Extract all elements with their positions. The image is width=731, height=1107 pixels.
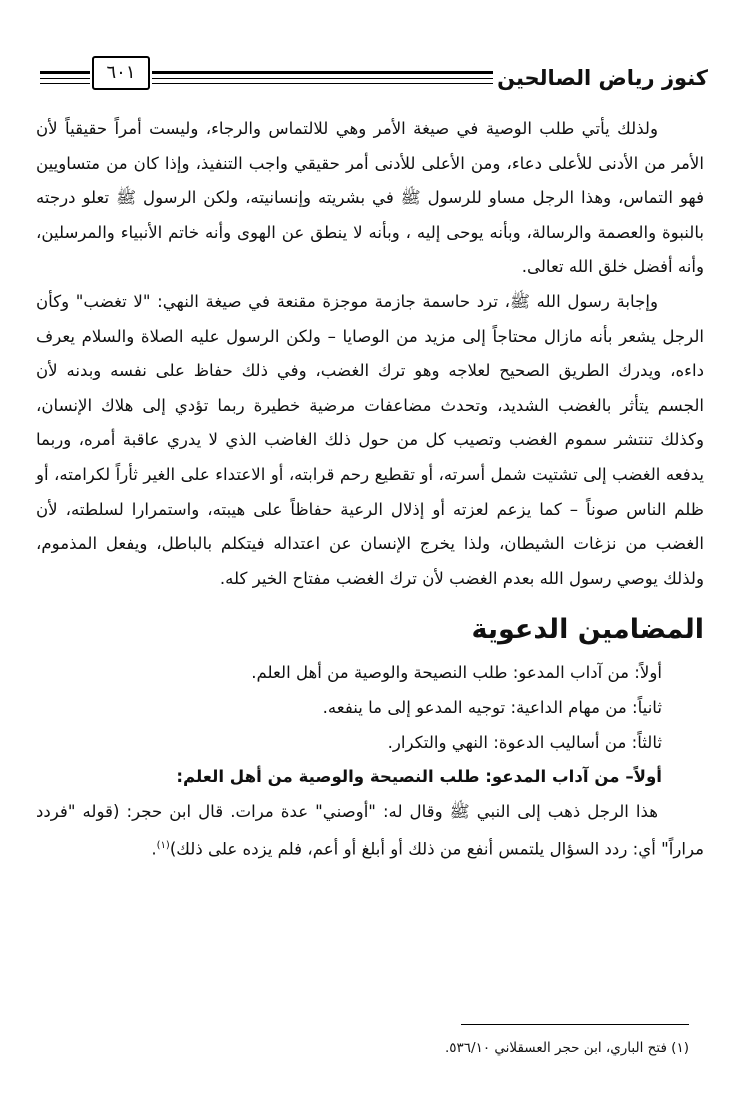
section-heading: المضامين الدعوية [471, 614, 704, 646]
list-item-3: ثالثاً: من أساليب الدعوة: النهي والتكرار. [387, 732, 662, 752]
footnote-rule [461, 1024, 689, 1025]
main-text [36, 112, 704, 867]
header-rule [152, 71, 493, 74]
paragraph-2: وإجابة رسول الله ﷺ، ترد حاسمة جازمة موجزة مقنعة في صيغة النهي: "لا تغضب" وكأن الرجل يشعر بأنه مازال محتاجاً إلى مزيد من الوصايا – ولكن الرسول عليه الصلاة والسلام يعرف داءه، ويدرك الطريق الصحيح لعلاجه وهو ترك الغضب، وفي ذلك حفاظ على نفسه وبدنه لأن الجسم يتأثر بالغضب الشديد، وتحدث مضاعفات مرضية خطيرة ربما تؤدي إلى هلاك الإنسان، وكذلك تنتشر سموم الغضب وتصيب كل من حول ذلك الغاضب الذي لا يدري عاقبة أمره، وربما يدفعه الغضب إلى تشتيت شمل أسرته، أو تقطيع رحم قرابته، أو الاعتداء على الغير ثأراً لكرامته، أو ظلم الناس صوناً – كما يزعم لعزته أو إذلال الرعية حفاظاً على هيبته، واستمرارا لسلطته، لأن الغضب من نزغات الشيطان، ولذا يخرج الإنسان عن اعتداله فيتكلم بالباطل، ويفعل المذموم، ولذلك يوصي رسول الله بعدم الغضب لأن ترك الغضب مفتاح الخير كله. [36, 291, 704, 588]
subheading: أولاً– من آداب المدعو: طلب النصيحة والوصية من أهل العلم: [176, 767, 662, 787]
list-item-2: ثانياً: من مهام الداعية: توجيه المدعو إلى ما ينفعه. [322, 697, 662, 717]
footnote-marker: (١) [156, 840, 170, 852]
final-paragraph-text: هذا الرجل ذهب إلى النبي ﷺ وقال له: "أوصني" عدة مرات. قال ابن حجر: (قوله "فردد مراراً" أي: ردد السؤال يلتمس أنفع من ذلك أو أبلغ أو أعم، فلم يزده على ذلك) [36, 801, 704, 859]
page-header [40, 62, 708, 98]
list-item-1: أولاً: من آداب المدعو: طلب النصيحة والوصية من أهل العلم. [251, 663, 662, 683]
footnote: (١) فتح الباري، ابن حجر العسقلاني ٥٣٦/١٠. [444, 1040, 689, 1056]
header-rule [40, 83, 90, 84]
header-rule [152, 83, 493, 84]
final-period: . [151, 839, 157, 859]
header-rule [152, 78, 493, 79]
header-rule [40, 78, 90, 79]
book-title: كنوز رياض الصالحين [497, 66, 708, 90]
page-number: ٦٠١ [92, 56, 150, 90]
final-paragraph [36, 795, 704, 868]
header-rule [40, 71, 90, 74]
paragraph-1: ولذلك يأتي طلب الوصية في صيغة الأمر وهي للالتماس والرجاء، وليست أمراً حقيقياً لأن الأمر من الأدنى للأعلى دعاء، ومن الأعلى للأدنى أمر حقيقي واجب التنفيذ، وإذا كان من متساويين فهو التماس، وهذا الرجل مساو للرسول ﷺ في بشريته وإنسانيته، ولكن الرسول ﷺ تعلو درجته بالنبوة والعصمة والرسالة، وبأنه يوحى إليه ، وبأنه لا ينطق عن الهوى وأنه خاتم الأنبياء والمرسلين، وأنه أفضل خلق الله تعالى. [36, 119, 704, 277]
